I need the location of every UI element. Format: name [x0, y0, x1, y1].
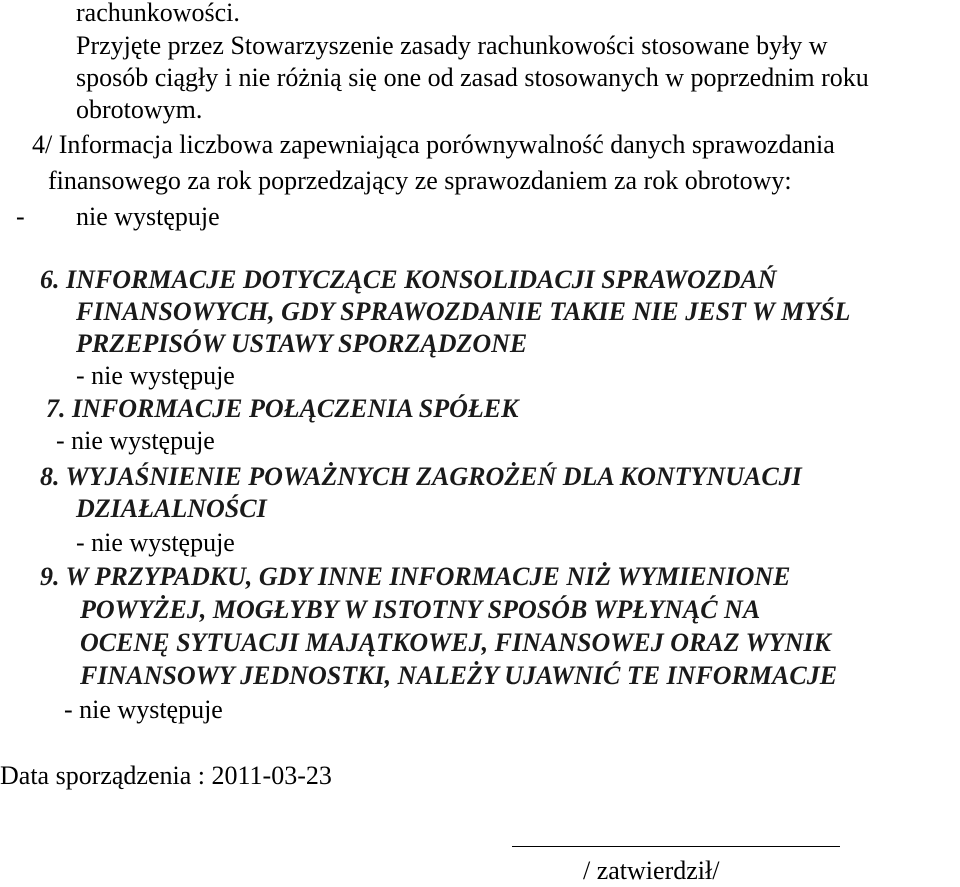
section-7-heading: 7. INFORMACJE POŁĄCZENIA SPÓŁEK — [46, 394, 519, 423]
section-6-status: - nie występuje — [76, 361, 235, 390]
section-7-status: - nie występuje — [56, 426, 215, 455]
section-6-heading: FINANSOWYCH, GDY SPRAWOZDANIE TAKIE NIE JEST W MYŚL — [76, 297, 851, 326]
section-6-heading: PRZEPISÓW USTAWY SPORZĄDZONE — [76, 329, 528, 358]
paragraph-line: obrotowym. — [76, 95, 203, 124]
paragraph-line: sposób ciągły i nie różnią się one od zasad stosowanych w poprzednim roku — [76, 63, 869, 92]
section-8-status: - nie występuje — [76, 528, 235, 557]
signature-line — [512, 846, 840, 847]
item-4-line: 4/ Informacja liczbowa zapewniająca porównywalność danych sprawozdania — [32, 130, 835, 159]
section-9-heading: FINANSOWY JEDNOSTKI, NALEŻY UJAWNIĆ TE INFORMACJE — [80, 661, 838, 690]
item-4-line: finansowego za rok poprzedzający ze sprawozdaniem za rok obrotowy: — [48, 166, 792, 195]
item-4-status: nie występuje — [76, 202, 220, 231]
section-6-heading: 6. INFORMACJE DOTYCZĄCE KONSOLIDACJI SPRAWOZDAŃ — [40, 265, 777, 294]
section-8-heading: 8. WYJAŚNIENIE POWAŻNYCH ZAGROŻEŃ DLA KONTYNUACJI — [40, 462, 802, 491]
section-9-heading: POWYŻEJ, MOGŁYBY W ISTOTNY SPOSÓB WPŁYNĄĆ NA — [80, 595, 761, 624]
paragraph-line: Przyjęte przez Stowarzyszenie zasady rachunkowości stosowane były w — [76, 31, 828, 60]
section-9-status: - nie występuje — [64, 695, 223, 724]
section-8-heading: DZIAŁALNOŚCI — [76, 494, 267, 523]
preparation-date: Data sporządzenia : 2011-03-23 — [0, 761, 332, 790]
section-9-heading: 9. W PRZYPADKU, GDY INNE INFORMACJE NIŻ WYMIENIONE — [40, 562, 791, 591]
approved-label: / zatwierdził/ — [583, 856, 720, 885]
section-9-heading: OCENĘ SYTUACJI MAJĄTKOWEJ, FINANSOWEJ ORAZ WYNIK — [80, 628, 831, 657]
item-4-dash: - — [16, 202, 25, 231]
paragraph-line: rachunkowości. — [76, 0, 240, 27]
